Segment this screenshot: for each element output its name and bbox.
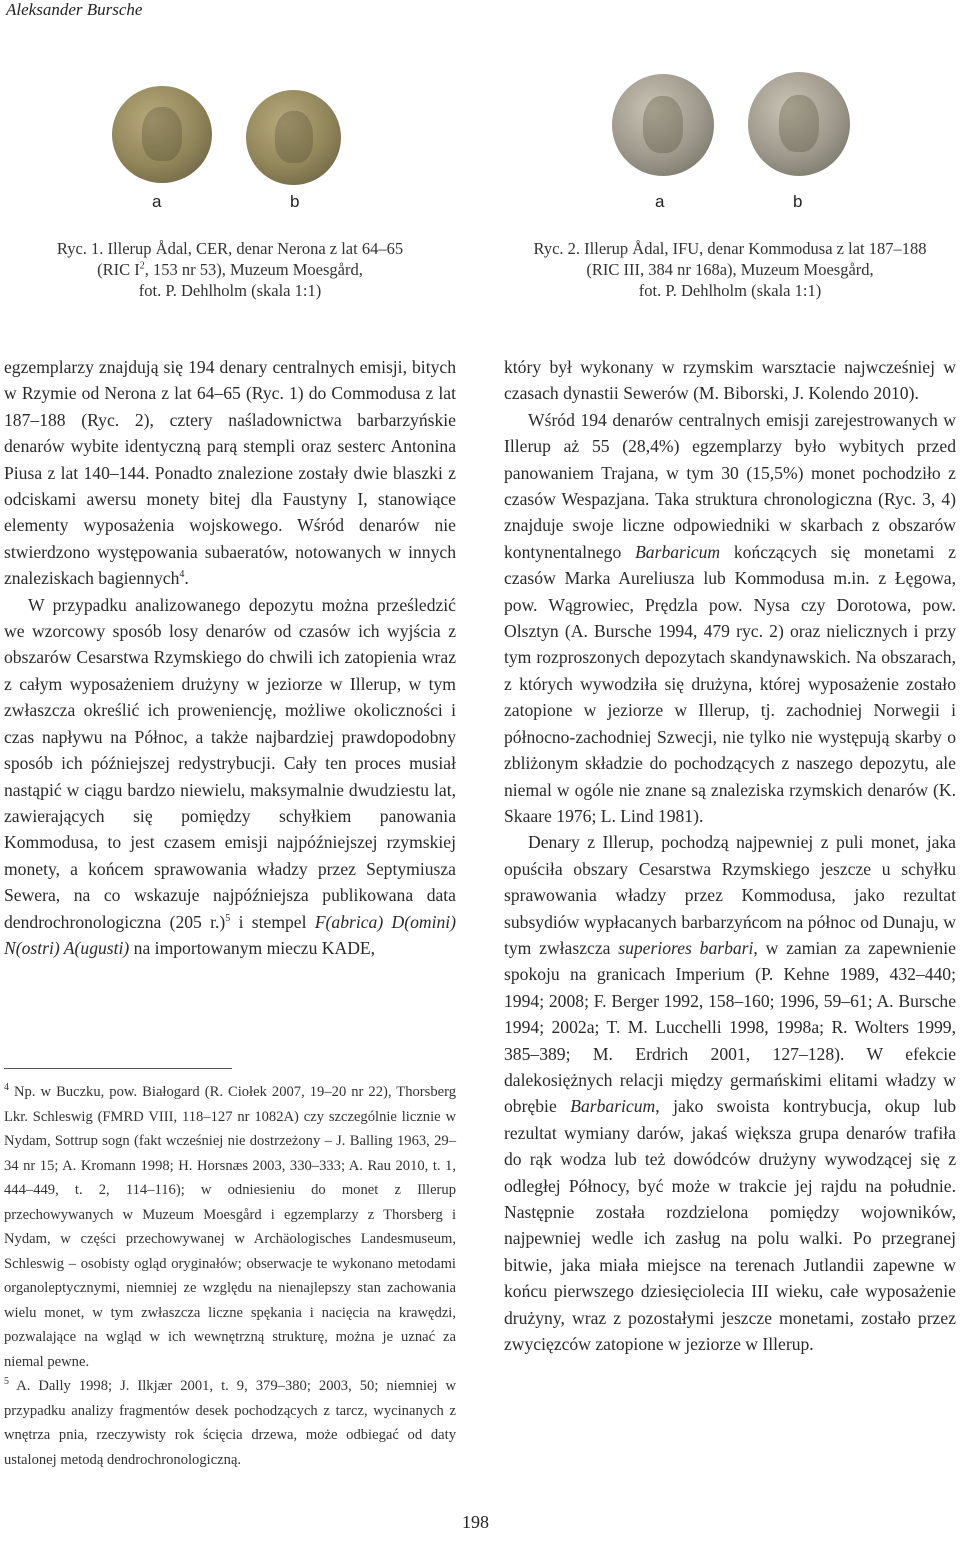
footnote-4: $^4$ Np. w Buczku, pow. Białogard (R. Ciołek 2007, 19–20 nr 22), Thorsberg Lkr. Schleswig (FMRD VIII, 118–127 nr 1082A) czy szczególnie licznie w Nydam, Sottrup sogn (fakt wcześniej nie dostrzeżony – J. Balling 1963, 29–34 nr 15; A. Kromann 1998; H. Horsnæs 2003, 330–333; A. Rau 2010, t. 1, 444–449, t. 2, 114–116); w odniesieniu do monet z Illerup przechowywanych w Muzeum Moesgård i egzemplarzy z Thorsberg i Nydam, w części przechowywanej w Archäologisches Landesmuseum, Schleswig – osobisty ogląd oryginałów; obserwacje te wykonano metodami organoleptycznymi, niemniej ze względu na nienajlepszy stan zachowania wielu monet, w tym zwłaszcza liczne spękania i nacięcia na krawędzi, pozwalające na wgląd w ich wewnętrzną strukturę, można je uznać za niemal pewne. <box>4 1082 456 1370</box>
coin-1b-label: b <box>290 192 300 211</box>
paragraph: który był wykonany w rzymskim warsztacie najwcześniej w czasach dynastii Sewerów (M. Biborski, J. Kolendo 2010). <box>504 357 956 404</box>
paragraph: W przypadku analizowanego depozytu można prześledzić we wzorcowy sposób losy denarów od czasów ich wyjścia z obszarów Cesarstwa Rzymskiego do chwili ich zatopienia wraz z całym wyposażeniem drużyny w jeziorze w Illerup, w tym zwłaszcza określić ich proweniencję, możliwe okoliczności i czas napływu na Północ, a także najbardziej prawdopodobny sposób ich późniejszej redystrybucji. Cały ten proces musiał nastąpić w ciągu bardzo niewielu, maksymalnie dwudziestu lat, zawierających się pomiędzy schyłkiem panowania Kommodusa, to jest czasem emisji najpóźniejszej rzymskiej monety, a końcem sprawowania władzy przez Septymiusza Sewera, na co wskazuje najpóźniejsza publikowana data dendrochronologiczna (205 r.)$^5$ i stempel F(abrica) D(omini) N(ostri) A(ugusti) na importowanym mieczu KADE, <box>4 594 457 958</box>
coin-2a-image <box>612 74 714 176</box>
footnotes <box>4 1080 456 1472</box>
paragraph: egzemplarzy znajdują się 194 denary centralnych emisji, bitych w Rzymie od Nerona z lat 64–65 (Ryc. 1) do Commodusa z lat 187–188 (Ryc. 2), cztery naśladownictwa barbarzyńskie denarów wybite identyczną parą stempli oraz sesterc Antonina Piusa z lat 140–144. Ponadto znalezione zostały dwie blaszki z odciskami awersu monety bitej dla Faustyny I, stanowiące elementy wyposażenia wojskowego. Wśród denarów nie stwierdzono występowania subaeratów, notowanych w innych znaleziskach bagiennych$^4$. <box>4 357 456 589</box>
footnote-5: $^5$ A. Dally 1998; J. Ilkjær 2001, t. 9, 379–380; 2003, 50; niemniej w przypadku analizy fragmentów desek pochodzących z tarcz, wycinanych z wnętrza pnia, rzeczywisty rok ścięcia drzewa, może odbiegać od daty ustalonej metodą dendrochronologiczną. <box>4 1376 456 1468</box>
page-number: 198 <box>462 1512 489 1532</box>
figure-2-caption: Ryc. 2. Illerup Ådal, IFU, denar Kommodusa z lat 187–188 (RIC III, 384 nr 168a), Muzeum Moesgård, fot. P. Dehlholm (skala 1:1) <box>533 239 927 300</box>
running-head: Aleksander Bursche <box>6 0 143 19</box>
footnote-divider <box>4 1068 232 1069</box>
coin-2b-label: b <box>793 192 803 211</box>
coin-1b-image <box>246 90 341 185</box>
coin-2a-label: a <box>655 192 665 211</box>
right-column <box>504 354 956 1357</box>
paragraph: Denary z Illerup, pochodzą najpewniej z puli monet, jaka opuściła obszary Cesarstwa Rzymskiego jeszcze u schyłku sprawowania władzy przez Kommodusa, jako rezultat subsydiów wypłacanych barbarzyńcom na północ od Dunaju, w tym zwłaszcza superiores barbari, w zamian za zapewnienie spokoju na granicach Imperium (P. Kehne 1989, 432–440; 1994; 2008; F. Berger 1992, 158–160; 1996, 59–61; A. Bursche 1994; 2002a; T. M. Lucchelli 1998, 1998a; R. Wolters 1999, 385–389; M. Erdrich 2001, 127–128). W efekcie dalekosiężnych relacji między germańskimi elitami władzy w obrębie Barbaricum, jako swoista kontrybucja, okup lub rezultat wymiany darów, jakaś większa grupa denarów trafiła do rąk wodza lub też dowódców drużyny wywodzącej się z odległej Północy, być może w trakcie jej rajdu na południe. Następnie została rozdzielona pomiędzy wojowników, najpewniej wedle ich zasług na polu walki. Po przegranej bitwie, jaka miała miejsce na terenach Jutlandii zapewne w końcu pierwszego dziesięciolecia III wieku, całe wyposażenie drużyny, wraz z pozostałymi jeszcze monetami, zostało przez zwycięzców zatopione w jeziorze w Illerup. <box>504 832 956 1355</box>
figure-1-caption: Ryc. 1. Illerup Ådal, CER, denar Nerona z lat 64–65 (RIC $I^2$, 153 nr 53), Muzeum Moesgård, fot. P. Dehlholm (skala 1:1) <box>56 239 404 300</box>
coin-1a-image <box>112 86 212 183</box>
coin-2b-image <box>748 72 850 176</box>
left-column <box>4 354 456 961</box>
paragraph: Wśród 194 denarów centralnych emisji zarejestrowanych w Illerup aż 55 (28,4%) egzemplarzy było wybitych przed panowaniem Trajana, w tym 30 (15,5%) monet pochodziło z czasów Wespazjana. Taka struktura chronologiczna (Ryc. 3, 4) znajduje swoje liczne odpowiedniki w skarbach z obszarów kontynentalnego Barbaricum kończących się monetami z czasów Marka Aureliusza lub Kommodusa m.in. z Łęgowa, pow. Wągrowiec, Prędzla pow. Nysa czy Dorotowa, pow. Olsztyn (A. Bursche 1994, 479 ryc. 2) oraz nielicznych i przy tym rozproszonych depozytach skandynawskich. Na obszarach, z których wywodziła się drużyna, której wyposażenie zostało zatopione w jeziorze w Illerup, tj. zachodniej Norwegii i północno-zachodniej Szwecji, nie tylko nie występują skarby o zbliżonym składzie do pochodzących z naszego depozytu, ale niemal w ogóle nie znane są znaleziska rzymskich denarów (K. Skaare 1976; L. Lind 1981). <box>504 409 956 826</box>
coin-1a-label: a <box>152 192 162 211</box>
